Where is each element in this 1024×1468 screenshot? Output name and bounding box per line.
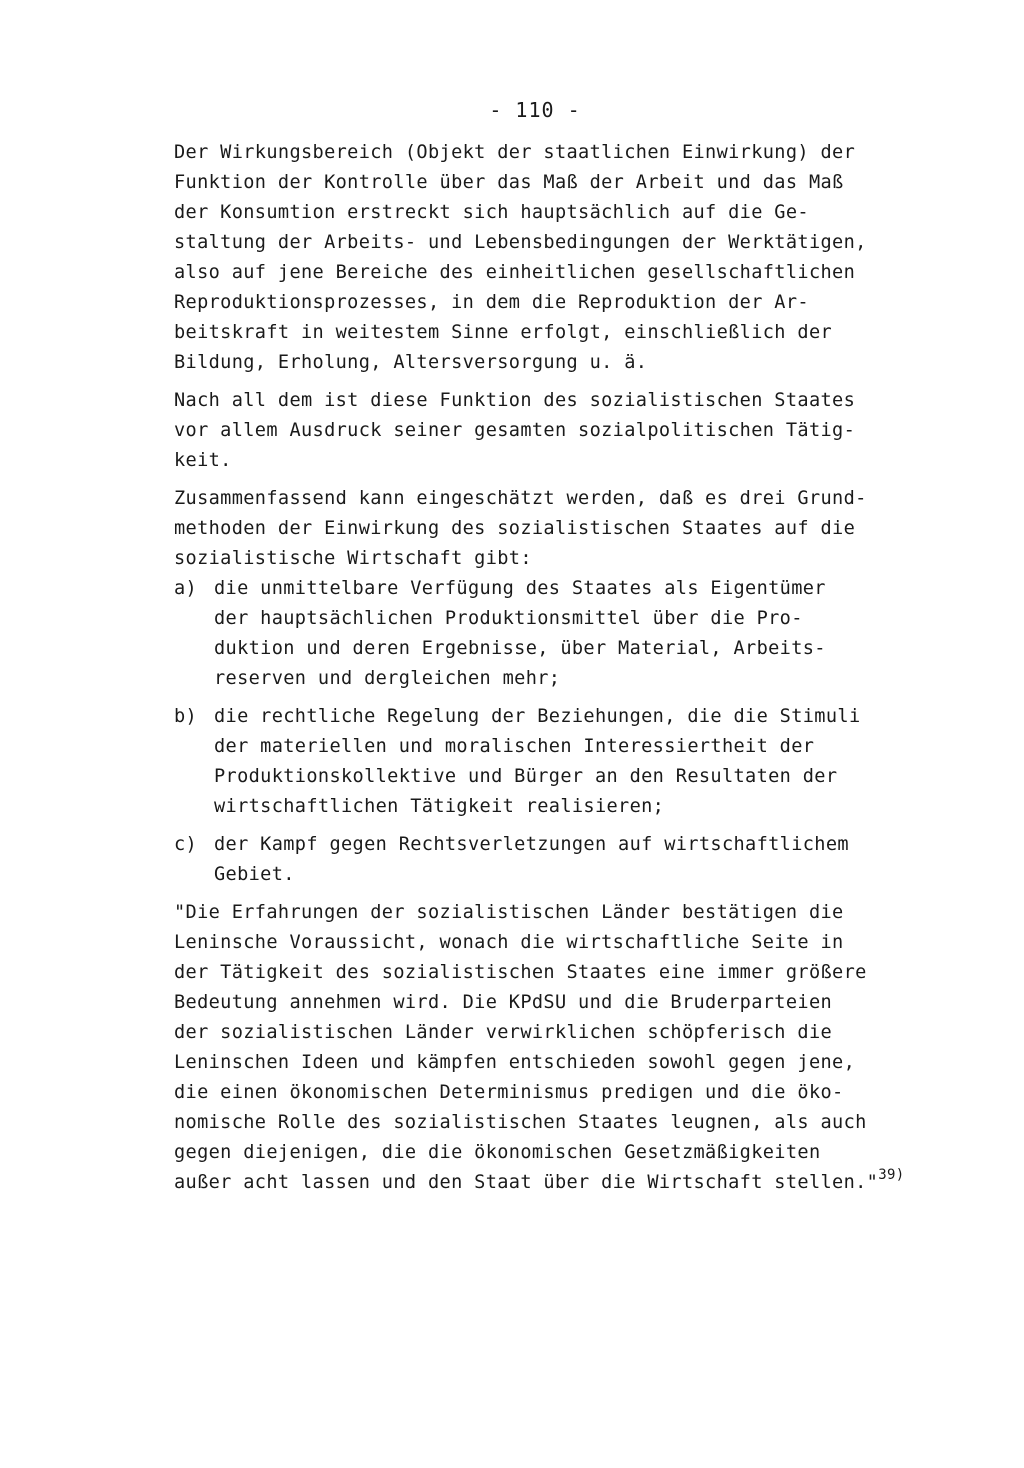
- text-line: der sozialistischen Länder verwirklichen schöpferisch die: [174, 1022, 833, 1043]
- text-line: Reproduktionsprozesses, in dem die Reproduktion der Ar-: [174, 292, 809, 313]
- text-line: der materiellen und moralischen Interessiertheit der: [214, 736, 815, 757]
- text-line: die einen ökonomischen Determinismus predigen und die öko-: [174, 1082, 844, 1103]
- list-item-a: [174, 574, 904, 694]
- paragraph-2: [174, 386, 904, 476]
- list-marker: a): [174, 578, 198, 599]
- list-item-c: [174, 830, 904, 890]
- text-line: Nach all dem ist diese Funktion des sozialistischen Staates: [174, 390, 856, 411]
- text-line: nomische Rolle des sozialistischen Staates leugnen, als auch: [174, 1112, 867, 1133]
- text-line: der Tätigkeit des sozialistischen Staates eine immer größere: [174, 962, 867, 983]
- text-line: Gebiet.: [214, 864, 295, 885]
- text-line: Leninsche Voraussicht, wonach die wirtschaftliche Seite in: [174, 932, 844, 953]
- quotation: [174, 898, 904, 1198]
- paragraph-3: [174, 484, 904, 574]
- text-line: duktion und deren Ergebnisse, über Material, Arbeits-: [214, 638, 826, 659]
- text-line: reserven und dergleichen mehr;: [214, 668, 561, 689]
- text-line: Produktionskollektive und Bürger an den Resultaten der: [214, 766, 838, 787]
- text-line: staltung der Arbeits- und Lebensbedingungen der Werktätigen,: [174, 232, 867, 253]
- text-line: Der Wirkungsbereich (Objekt der staatlichen Einwirkung) der: [174, 142, 856, 163]
- paragraph-1: [174, 138, 904, 378]
- text-line: beitskraft in weitestem Sinne erfolgt, einschließlich der: [174, 322, 833, 343]
- text-line: Zusammenfassend kann eingeschätzt werden, daß es drei Grund-: [174, 488, 867, 509]
- body-text: [174, 138, 904, 1198]
- footnote-reference: 39): [878, 1167, 905, 1183]
- text-line: außer acht lassen und den Staat über die Wirtschaft stellen.": [174, 1172, 879, 1193]
- text-line: die rechtliche Regelung der Beziehungen, die die Stimuli: [214, 706, 861, 727]
- text-line: also auf jene Bereiche des einheitlichen gesellschaftlichen: [174, 262, 856, 283]
- text-line: der Kampf gegen Rechtsverletzungen auf wirtschaftlichem: [214, 834, 849, 855]
- list-marker: c): [174, 834, 198, 855]
- text-line: wirtschaftlichen Tätigkeit realisieren;: [214, 796, 665, 817]
- text-line: keit.: [174, 450, 232, 471]
- text-line: Bildung, Erholung, Altersversorgung u. ä.: [174, 352, 648, 373]
- text-line: sozialistische Wirtschaft gibt:: [174, 548, 532, 569]
- text-line: methoden der Einwirkung des sozialistischen Staates auf die: [174, 518, 856, 539]
- text-line: "Die Erfahrungen der sozialistischen Länder bestätigen die: [174, 902, 844, 923]
- text-line: vor allem Ausdruck seiner gesamten sozialpolitischen Tätig-: [174, 420, 856, 441]
- text-line: Funktion der Kontrolle über das Maß der Arbeit und das Maß: [174, 172, 844, 193]
- list-item-b: [174, 702, 904, 822]
- text-line: der hauptsächlichen Produktionsmittel über die Pro-: [214, 608, 803, 629]
- page-number: - 110 -: [489, 98, 581, 122]
- text-line: Bedeutung annehmen wird. Die KPdSU und die Bruderparteien: [174, 992, 833, 1013]
- text-line: gegen diejenigen, die die ökonomischen Gesetzmäßigkeiten: [174, 1142, 821, 1163]
- list-marker: b): [174, 706, 198, 727]
- text-line: die unmittelbare Verfügung des Staates als Eigentümer: [214, 578, 826, 599]
- text-line: Leninschen Ideen und kämpfen entschieden sowohl gegen jene,: [174, 1052, 856, 1073]
- text-line: der Konsumtion erstreckt sich hauptsächlich auf die Ge-: [174, 202, 809, 223]
